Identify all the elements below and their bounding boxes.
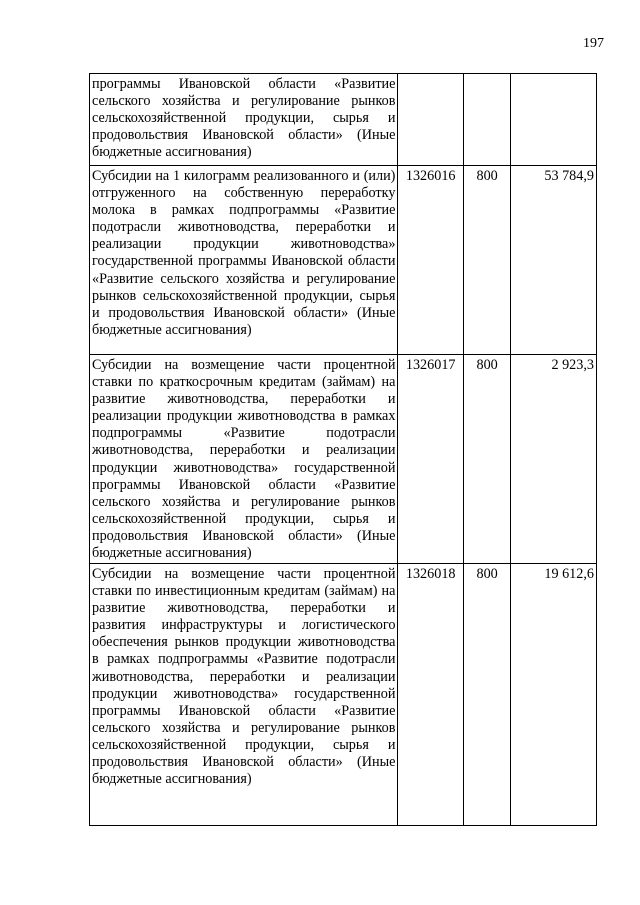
row-sum-cell: 53 784,9 [511, 166, 597, 355]
row-sum-cell: 2 923,3 [511, 355, 597, 564]
row-name-cell: Субсидии на 1 килограмм реализованного и (или) отгруженного на собственную переработку молока в рамках подпрограммы «Развитие подотрасли животноводства, переработки и реализации продукции животноводства» государственной программы Ивановской области «Развитие сельского хозяйства и регулирование рынков сельскохозяйственной продукции, сырья и продовольствия Ивановской области» (Иные бюджетные ассигнования) [90, 166, 398, 355]
row-name-cell: программы Ивановской области «Развитие сельского хозяйства и регулирование рынков сельскохозяйственной продукции, сырья и продовольствия Ивановской области» (Иные бюджетные ассигнования) [90, 74, 398, 166]
row-code-cell [398, 74, 464, 166]
budget-table [89, 73, 597, 826]
row-type-cell [463, 74, 510, 166]
table-row [90, 564, 597, 826]
table-row [90, 355, 597, 564]
row-code-cell: 1326017 [398, 355, 464, 564]
row-code-cell: 1326018 [398, 564, 464, 826]
row-type-cell: 800 [463, 166, 510, 355]
row-code-cell: 1326016 [398, 166, 464, 355]
table-row [90, 74, 597, 166]
row-type-cell: 800 [463, 564, 510, 826]
page-number: 197 [583, 36, 604, 51]
row-name-cell: Субсидии на возмещение части процентной ставки по инвестиционным кредитам (займам) на развитие животноводства, переработки и развития инфраструктуры и логистического обеспечения рынков продукции животноводства в рамках подпрограммы «Развитие подотрасли животноводства, переработки и реализации продукции животноводства» государственной программы Ивановской области «Развитие сельского хозяйства и регулирование рынков сельскохозяйственной продукции, сырья и продовольствия Ивановской области» (Иные бюджетные ассигнования) [90, 564, 398, 826]
row-sum-cell [511, 74, 597, 166]
row-name-cell: Субсидии на возмещение части процентной ставки по краткосрочным кредитам (займам) на развитие животноводства, переработки и реализации продукции животноводства в рамках подпрограммы «Развитие подотрасли животноводства, переработки и реализации продукции животноводства» государственной программы Ивановской области «Развитие сельского хозяйства и регулирование рынков сельскохозяйственной продукции, сырья и продовольствия Ивановской области» (Иные бюджетные ассигнования) [90, 355, 398, 564]
table-row [90, 166, 597, 355]
row-sum-cell: 19 612,6 [511, 564, 597, 826]
row-type-cell: 800 [463, 355, 510, 564]
